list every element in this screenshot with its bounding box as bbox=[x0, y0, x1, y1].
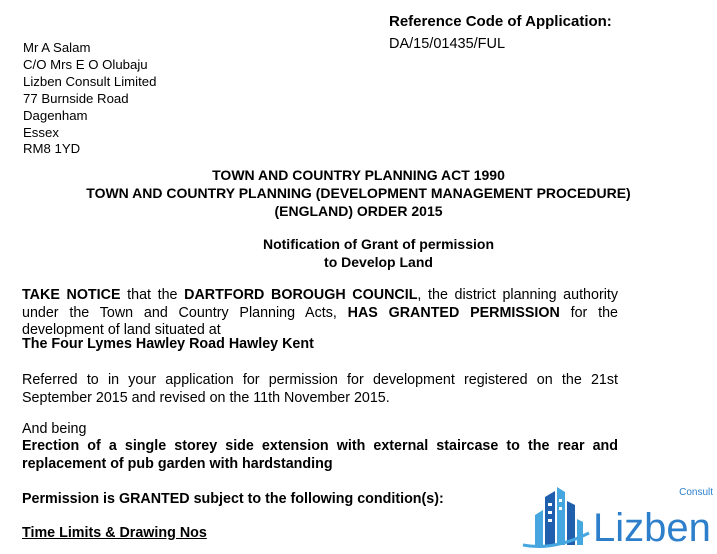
logo-name: Lizben bbox=[593, 506, 711, 550]
act-heading-line: (ENGLAND) ORDER 2015 bbox=[274, 203, 443, 219]
notice-text: that the bbox=[120, 287, 185, 303]
take-notice-paragraph bbox=[22, 287, 618, 340]
and-being-label: And being bbox=[22, 421, 87, 437]
granted-text: HAS GRANTED PERMISSION bbox=[347, 304, 560, 321]
referred-paragraph: Referred to in your application for permission for development registered on the 21st September 2015 and revised on the 11th November 2015. bbox=[22, 372, 618, 406]
notification-line: Notification of Grant of permission bbox=[262, 236, 494, 252]
address-line: C/O Mrs E O Olubaju bbox=[23, 56, 148, 72]
lizben-logo bbox=[521, 475, 717, 554]
address-line: Dagenham bbox=[23, 107, 88, 123]
address-line: Lizben Consult Limited bbox=[23, 73, 157, 89]
act-heading bbox=[0, 166, 717, 220]
address-line: 77 Burnside Road bbox=[23, 90, 129, 106]
reference-code: DA/15/01435/FUL bbox=[389, 36, 506, 52]
address-line: Mr A Salam bbox=[23, 40, 91, 55]
notification-heading bbox=[20, 235, 717, 271]
act-heading-line: TOWN AND COUNTRY PLANNING (DEVELOPMENT MANAGEMENT PROCEDURE) bbox=[86, 185, 631, 201]
reference-label: Reference Code of Application: bbox=[389, 13, 612, 30]
development-description: Erection of a single storey side extension with external staircase to the rear and replacement of pub garden with hardstanding bbox=[22, 438, 618, 472]
address-line: RM8 1YD bbox=[23, 141, 81, 157]
conditions-heading: Permission is GRANTED subject to the following condition(s): bbox=[22, 491, 444, 507]
address-line: Essex bbox=[23, 124, 59, 140]
notice-text: for the development of land situated at bbox=[22, 304, 618, 338]
notification-line: to Develop Land bbox=[324, 254, 433, 270]
time-limits-heading: Time Limits & Drawing Nos bbox=[22, 525, 207, 541]
council-name: DARTFORD BOROUGH COUNCIL bbox=[184, 287, 418, 303]
logo-tag: Consult bbox=[679, 487, 713, 498]
recipient-address bbox=[23, 40, 156, 158]
take-notice-text: TAKE NOTICE bbox=[22, 287, 121, 303]
act-heading-line: TOWN AND COUNTRY PLANNING ACT 1990 bbox=[212, 167, 505, 183]
site-address: The Four Lymes Hawley Road Hawley Kent bbox=[22, 336, 314, 352]
building-icon bbox=[523, 487, 589, 547]
notice-text: , the district planning authority under the Town and Country Planning Acts, bbox=[22, 287, 619, 321]
